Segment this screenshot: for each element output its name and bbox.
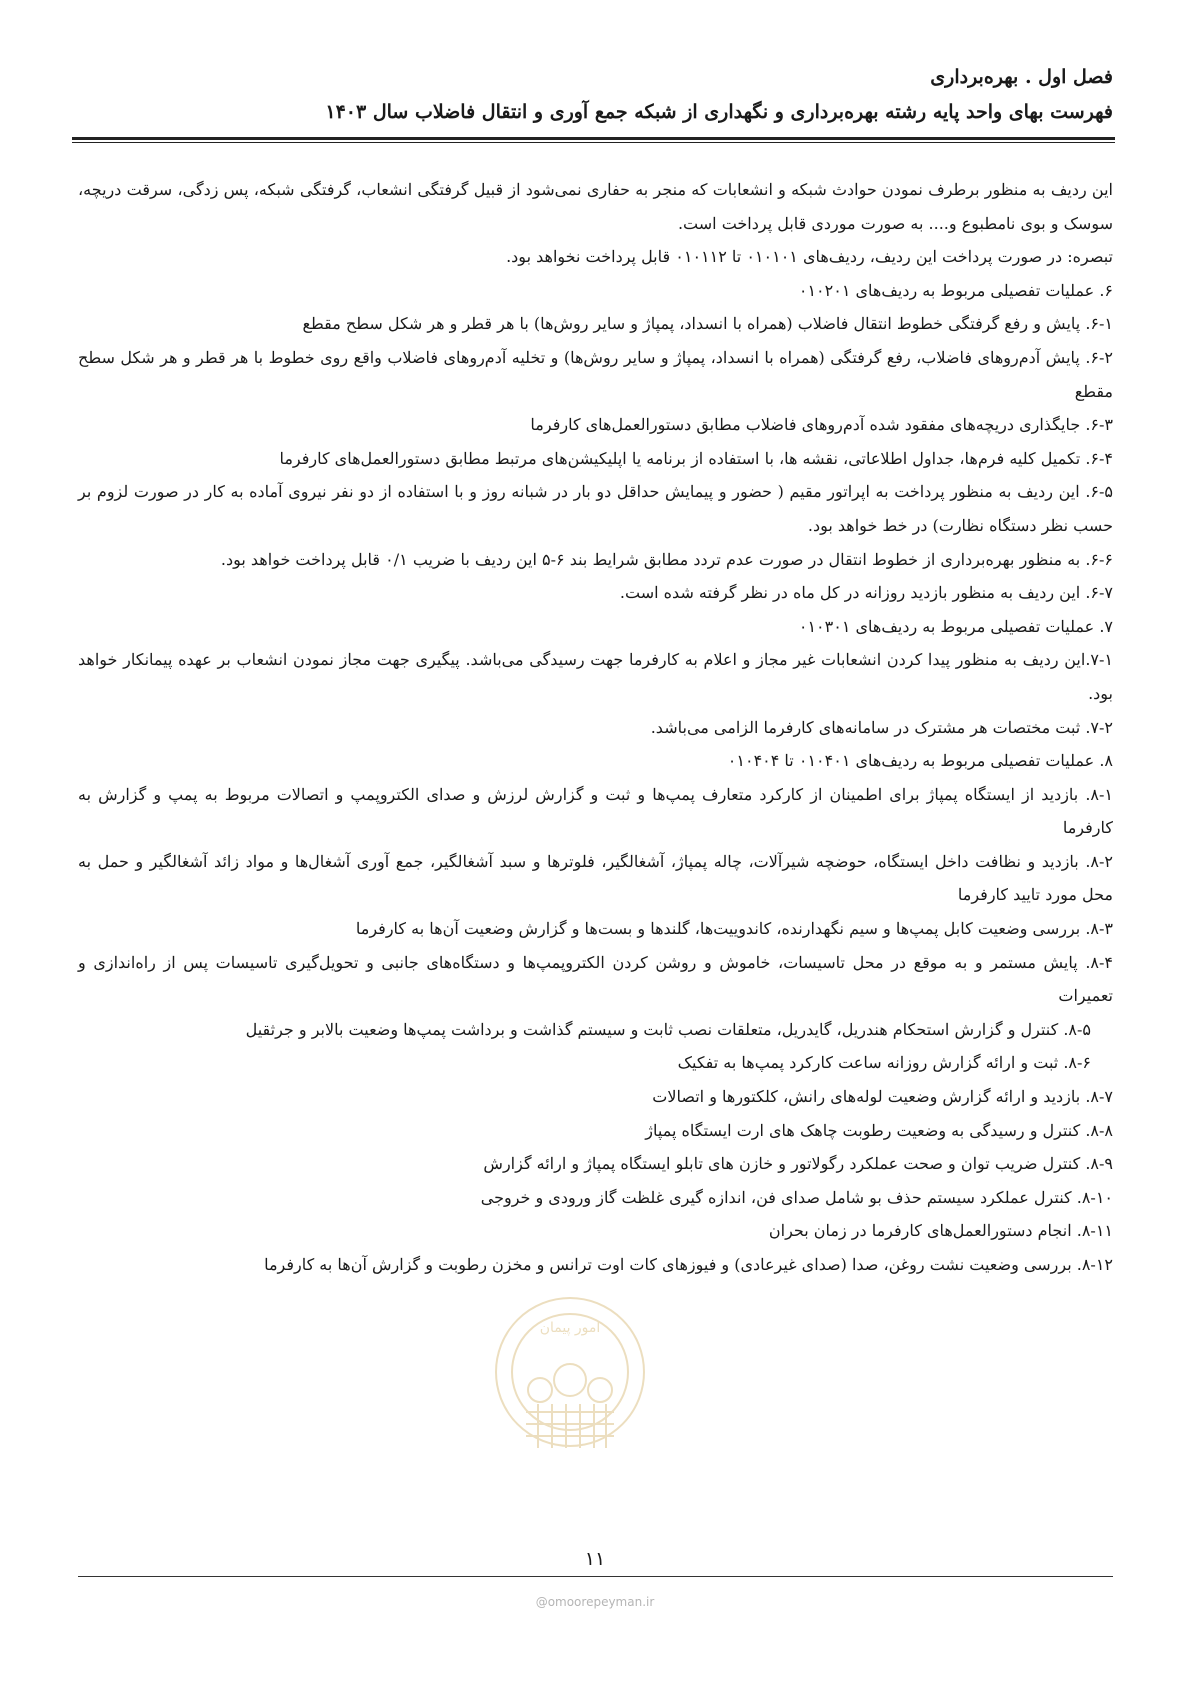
section-heading: ۸. عملیات تفصیلی مربوط به ردیف‌های ۰۱۰۴۰۱ تا ۰۱۰۴۰۴ (727, 751, 1113, 771)
seal-icon (488, 1272, 652, 1472)
document-title: فهرست بهای واحد پایه رشته بهره‌برداری و نگهداری از شبکه جمع آوری و انتقال فاضلاب سال ۱۴۰۳ (325, 101, 1113, 123)
note-paragraph: تبصره: در صورت پرداخت این ردیف، ردیف‌های ۰۱۰۱۰۱ تا ۰۱۰۱۱۲ قابل پرداخت نخواهد بود. (506, 247, 1113, 267)
list-item: ۶-۶. به منظور بهره‌برداری از خطوط انتقال در صورت عدم تردد مطابق شرایط بند ۶-۵ این ردیف با ضریب ۰/۱ قابل پرداخت خواهد بود. (220, 549, 1113, 569)
list-item: ۸-۲. بازدید و نظافت داخل ایستگاه، حوضچه شیرآلات، چاله پمپاژ، آشغالگیر، فلوترها و سبد آشغالگیر، جمع آوری آشغال‌ها و مواد زائد آشغالگیر و حمل به محل مورد تایید کارفرما (78, 851, 1113, 905)
list-item: ۷-۲. ثبت مختصات هر مشترک در سامانه‌های کارفرما الزامی می‌باشد. (650, 717, 1113, 737)
list-item: ۶-۱. پایش و رفع گرفتگی خطوط انتقال فاضلاب (همراه با انسداد، پمپاژ و سایر روش‌ها) با هر قطر و هر شکل سطح مقطع (302, 314, 1113, 334)
list-item: ۶-۴. تکمیل کلیه فرم‌ها، جداول اطلاعاتی، نقشه ها، با استفاده از برنامه یا اپلیکیشن‌های مرتبط مطابق دستورالعمل‌های کارفرما (279, 448, 1113, 468)
list-item: ۸-۶. ثبت و ارائه گزارش روزانه ساعت کارکرد پمپ‌ها به تفکیک (677, 1053, 1091, 1073)
list-item: ۸-۱۱. انجام دستورالعمل‌های کارفرما در زمان بحران (768, 1221, 1113, 1241)
intro-paragraph: این ردیف به منظور برطرف نمودن حوادث شبکه و انشعابات که منجر به حفاری نمی‌شود از قبیل گرفتگی انشعاب، گرفتگی شبکه، پس زدگی، سرقت دریچه، سوسک و بوی نامطبوع و.... به صورت موردی قابل پرداخت است. (78, 180, 1113, 233)
footer-rule (78, 1576, 1113, 1577)
watermark-logo (488, 1272, 652, 1472)
list-item: ۸-۳. بررسی وضعیت کابل پمپ‌ها و سیم نگهدارنده، کاندوییت‌ها، گلندها و بست‌ها و گزارش وضعیت آن‌ها به کارفرما (355, 919, 1113, 939)
list-item: ۶-۷. این ردیف به منظور بازدید روزانه در کل ماه در نظر گرفته شده است. (619, 583, 1113, 603)
section-heading: ۶. عملیات تفصیلی مربوط به ردیف‌های ۰۱۰۲۰۱ (798, 280, 1113, 300)
list-item: ۶-۳. جایگذاری دریچه‌های مفقود شده آدم‌روهای فاضلاب مطابق دستورالعمل‌های کارفرما (530, 415, 1113, 435)
page-number: ۱۱ (584, 1548, 606, 1570)
watermark-text: امور پیمان (539, 1320, 601, 1336)
list-item: ۸-۴. پایش مستمر و به موقع در محل تاسیسات، خاموش و روشن کردن الکتروپمپ‌ها و دستگاه‌های جانبی و تحویل‌گیری تاسیسات پس از راه‌اندازی و تعمیرات (78, 952, 1113, 1006)
header-rule-thin (72, 142, 1115, 143)
section-heading: ۷. عملیات تفصیلی مربوط به ردیف‌های ۰۱۰۳۰۱ (798, 616, 1113, 636)
list-item: ۸-۹. کنترل ضریب توان و صحت عملکرد رگولاتور و خازن های تابلو ایستگاه پمپاژ و ارائه گزارش (483, 1154, 1113, 1174)
header-rule (72, 137, 1115, 140)
list-item: ۶-۲. پایش آدم‌روهای فاضلاب، رفع گرفتگی (همراه با انسداد، پمپاژ و سایر روش‌ها) و تخلیه آدم‌روهای فاضلاب واقع روی خطوط با هر قطر و هر شکل سطح مقطع (78, 347, 1113, 401)
list-item: ۸-۱۲. بررسی وضعیت نشت روغن، صدا (صدای غیرعادی) و فیوزهای کات اوت ترانس و مخزن رطوبت و گزارش آن‌ها به کارفرما (264, 1255, 1113, 1274)
list-item: ۸-۵. کنترل و گزارش استحکام هندریل، گایدریل، متعلقات نصب ثابت و سیستم گذاشت و برداشت پمپ‌ها وضعیت بالابر و جرثقیل (245, 1019, 1091, 1039)
list-item: ۸-۱۰. کنترل عملکرد سیستم حذف بو شامل صدای فن، اندازه گیری غلظت گاز ورودی و خروجی (480, 1187, 1113, 1207)
chapter-heading: فصل اول . بهره‌برداری (930, 66, 1113, 88)
list-item: ۷-۱.این ردیف به منظور پیدا کردن انشعابات غیر مجاز و اعلام به کارفرما جهت رسیدگی می‌باشد. پیگیری جهت مجاز نمودن انشعاب بر عهده پیمانکار خواهد بود. (78, 650, 1113, 703)
list-item: ۸-۷. بازدید و ارائه گزارش وضعیت لوله‌های رانش، کلکتورها و اتصالات (652, 1087, 1113, 1107)
list-item: ۸-۸. کنترل و رسیدگی به وضعیت رطوبت چاهک های ارت ایستگاه پمپاژ (645, 1120, 1113, 1140)
list-item: ۶-۵. این ردیف به منظور پرداخت به اپراتور مقیم ( حضور و پیمایش حداقل دو بار در شبانه روز و با استفاده از دو نفر نیروی آماده به کار در صورت لزوم بر حسب نظر دستگاه نظارت) در خط خواهد بود. (78, 482, 1113, 535)
list-item: ۸-۱. بازدید از ایستگاه پمپاژ برای اطمینان از کارکرد متعارف پمپ‌ها و ثبت و گزارش لرزش و صدای الکتروپمپ و اتصالات مربوط به پمپ و گزارش به کارفرما (78, 784, 1113, 838)
footer-website: @omoorepeyman.ir (535, 1595, 655, 1609)
